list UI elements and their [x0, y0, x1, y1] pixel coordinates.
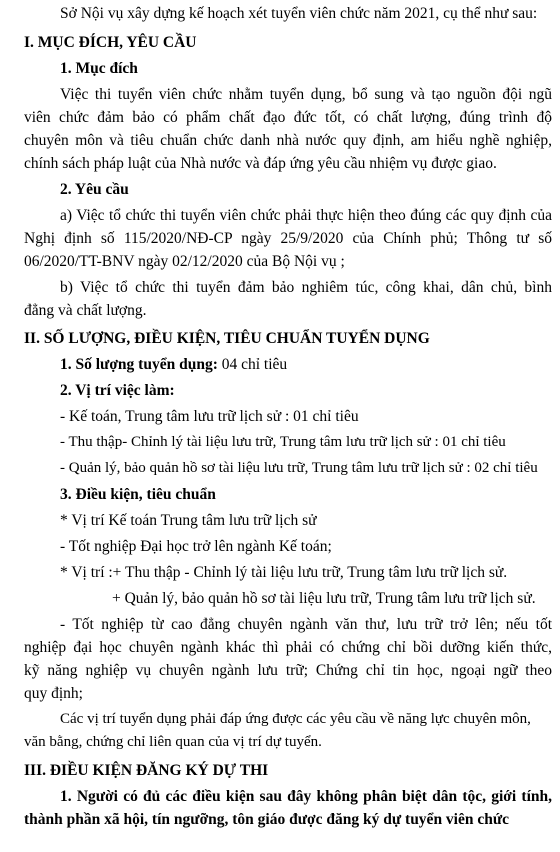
quota-label: 1. Số lượng tuyển dụng: [60, 356, 218, 373]
quota-line [0, 355, 560, 374]
condition-item-4: + Quản lý, bảo quản hồ sơ tài liệu lưu trữ, Trung tâm lưu trữ lịch sử. [112, 590, 536, 607]
condition-6-line-1: Các vị trí tuyển dụng phải đáp ứng được các yêu cầu về năng lực chuyên môn, [60, 711, 531, 727]
condition-5-line-1: - Tốt nghiệp từ cao đẳng chuyên ngành văn thư, lưu trữ trở lên; nếu tốt [60, 616, 552, 633]
condition-5-line-4: quy định; [24, 685, 83, 702]
condition-6-line-2: văn bằng, chứng chỉ liên quan của vị trí dự tuyển. [24, 734, 322, 750]
section-3-heading: III. ĐIỀU KIỆN ĐĂNG KÝ DỰ THI [24, 762, 269, 779]
intro-text: Sở Nội vụ xây dựng kế hoạch xét tuyển viên chức năm 2021, cụ thể như sau: [60, 5, 538, 22]
purpose-line-3: chuyên môn và tiêu chuẩn chức danh nhà nước quy định, am hiểu nghề nghiệp, [24, 132, 552, 149]
purpose-line-2: viên chức đảm bảo có phẩm chất đạo đức tốt, có chất lượng, đúng trình độ [24, 109, 552, 126]
requirement-b-line-1: b) Việc tổ chức thi tuyển đảm bảo nghiêm túc, công khai, dân chủ, bình [60, 279, 552, 296]
position-item-1: - Kế toán, Trung tâm lưu trữ lịch sử : 01 chỉ tiêu [60, 408, 359, 425]
section-3-1-line-2: thành phần xã hội, tín ngưỡng, tôn giáo được đăng ký dự tuyển viên chức [24, 811, 510, 828]
section-2-2-heading: 2. Vị trí việc làm: [60, 382, 175, 399]
condition-5-line-2: nghiệp đại học chuyên ngành khác thì phải có chứng chỉ bồi dưỡng kiến thức, [24, 639, 552, 656]
condition-item-3: * Vị trí :+ Thu thập - Chỉnh lý tài liệu lưu trữ, Trung tâm lưu trữ lịch sử. [60, 564, 508, 581]
section-3-1-line-1: 1. Người có đủ các điều kiện sau đây không phân biệt dân tộc, giới tính, [60, 788, 552, 805]
purpose-line-4: chính sách pháp luật của Nhà nước và đáp ứng yêu cầu nhiệm vụ được giao. [24, 155, 497, 172]
requirement-b-line-2: đẳng và chất lượng. [24, 302, 147, 319]
quota-value: 04 chỉ tiêu [217, 356, 288, 373]
condition-item-1: * Vị trí Kế toán Trung tâm lưu trữ lịch sử [60, 512, 317, 529]
requirement-a-line-1: a) Việc tổ chức thi tuyển viên chức phải thực hiện theo đúng các quy định của [60, 207, 552, 224]
condition-5-line-3: kỹ năng nghiệp vụ chuyên ngành lưu trữ; Chứng chỉ tin học, ngoại ngữ theo [24, 662, 552, 679]
condition-6-line-1-wrap [0, 710, 560, 729]
position-item-3: - Quản lý, bảo quản hồ sơ tài liệu lưu trữ, Trung tâm lưu trữ lịch sử : 02 chỉ tiêu [60, 460, 538, 476]
section-2-3-heading: 3. Điều kiện, tiêu chuẩn [60, 486, 216, 503]
position-item-2: - Thu thập- Chỉnh lý tài liệu lưu trữ, Trung tâm lưu trữ lịch sử : 01 chỉ tiêu [60, 434, 506, 450]
section-1-1-heading: 1. Mục đích [60, 60, 138, 77]
section-2-heading: II. SỐ LƯỢNG, ĐIỀU KIỆN, TIÊU CHUẨN TUYỂN DỤNG [24, 330, 430, 347]
requirement-a-line-2: Nghị định số 115/2020/NĐ-CP ngày 25/9/2020 của Chính phủ; Thông tư số [24, 230, 552, 247]
purpose-line-1: Việc thi tuyển viên chức nhằm tuyển dụng, bổ sung và tạo nguồn đội ngũ [60, 86, 552, 103]
section-1-2-heading: 2. Yêu cầu [60, 181, 129, 198]
section-1-heading: I. MỤC ĐÍCH, YÊU CẦU [24, 34, 197, 51]
condition-item-2: - Tốt nghiệp Đại học trở lên ngành Kế toán; [60, 538, 332, 555]
requirement-a-line-3: 06/2020/TT-BNV ngày 02/12/2020 của Bộ Nội vụ ; [24, 253, 345, 270]
